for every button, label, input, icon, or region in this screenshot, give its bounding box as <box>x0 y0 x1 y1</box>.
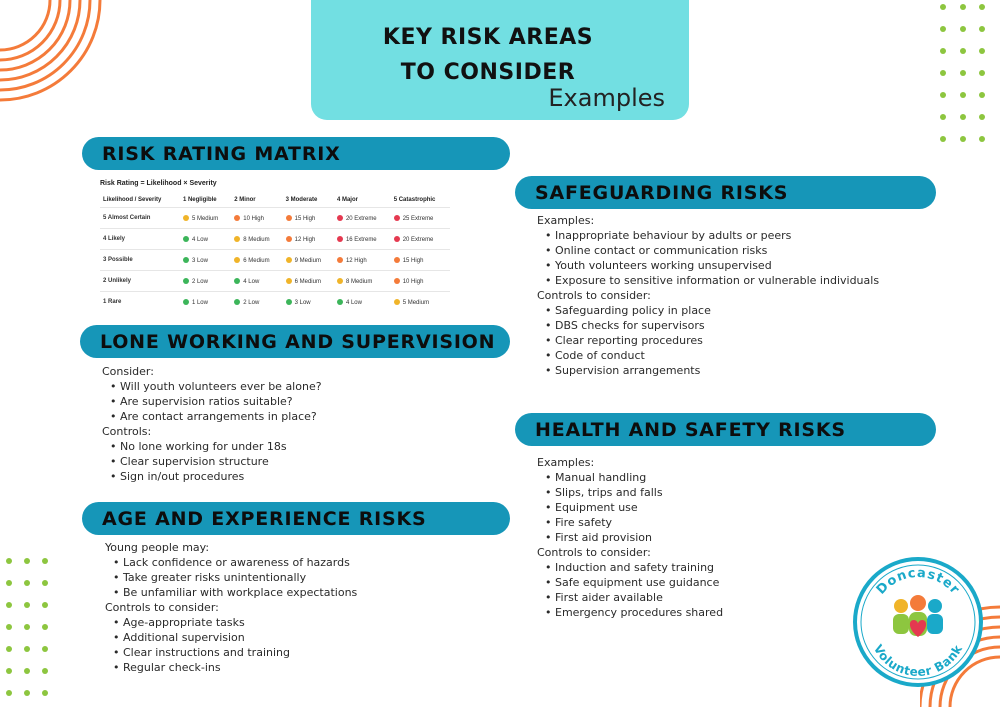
matrix-cell <box>180 271 231 292</box>
matrix-cell <box>231 208 282 229</box>
risk-level-dot-icon <box>394 215 400 221</box>
list-item: • Are contact arrangements in place? <box>120 409 322 424</box>
list-item: • First aid provision <box>555 530 723 545</box>
safeguarding-heading: SAFEGUARDING RISKS <box>535 181 789 204</box>
matrix-cell-value: 15 High <box>294 215 316 222</box>
list-item: • Equipment use <box>555 500 723 515</box>
decorative-dot <box>979 92 985 98</box>
matrix-cell-value: 4 Low <box>345 299 362 306</box>
list-item: • Safe equipment use guidance <box>555 575 723 590</box>
decorative-dot <box>42 602 48 608</box>
matrix-cell-value: 16 Extreme <box>345 236 377 243</box>
risk-level-dot-icon <box>337 236 343 242</box>
list-item: • Slips, trips and falls <box>555 485 723 500</box>
risk-level-dot-icon <box>286 278 292 284</box>
list-item: • Emergency procedures shared <box>555 605 723 620</box>
list-item: • Lack confidence or awareness of hazards <box>123 555 357 570</box>
matrix-cell <box>334 271 391 292</box>
matrix-cell-value: 2 Low <box>191 278 208 285</box>
decorative-dot <box>960 70 966 76</box>
matrix-cell-value: 1 Low <box>191 299 208 306</box>
risk-level-dot-icon <box>234 236 240 242</box>
list-item: • Be unfamiliar with workplace expectations <box>123 585 357 600</box>
examples-label: Examples: <box>537 456 595 469</box>
list-item: • Clear supervision structure <box>120 454 322 469</box>
health-safety-heading: HEALTH AND SAFETY RISKS <box>535 418 846 441</box>
examples-list <box>537 228 879 288</box>
lone-working-content <box>102 364 322 484</box>
controls-label: Controls: <box>102 425 152 438</box>
list-item: • No lone working for under 18s <box>120 439 322 454</box>
list-item: • Online contact or communication risks <box>555 243 879 258</box>
decorative-dot <box>960 136 966 142</box>
decorative-dot <box>24 646 30 652</box>
health-safety-banner <box>515 413 936 446</box>
matrix-cell <box>391 292 450 313</box>
risk-level-dot-icon <box>183 215 189 221</box>
age-experience-heading: AGE AND EXPERIENCE RISKS <box>102 507 427 530</box>
matrix-cell-value: 8 Medium <box>345 278 373 285</box>
matrix-cell <box>334 208 391 229</box>
examples-label: Examples: <box>537 214 595 227</box>
matrix-cell <box>283 292 334 313</box>
matrix-cell-value: 6 Medium <box>243 257 270 264</box>
matrix-cell <box>391 208 450 229</box>
controls-label: Controls to consider: <box>537 289 651 302</box>
matrix-row-label: 5 Almost Certain <box>100 208 180 229</box>
decorative-dot <box>6 624 12 630</box>
list-item: • Sign in/out procedures <box>120 469 322 484</box>
controls-label: Controls to consider: <box>537 546 651 559</box>
age-experience-content <box>105 540 357 675</box>
matrix-cell <box>231 229 282 250</box>
decorative-dot <box>979 26 985 32</box>
title-subtitle: Examples <box>548 84 665 112</box>
decorative-dot <box>24 558 30 564</box>
decorative-dot <box>960 92 966 98</box>
matrix-cell-value: 2 Low <box>243 299 260 306</box>
consider-list <box>102 379 322 424</box>
matrix-cell-value: 25 Extreme <box>402 215 434 222</box>
logo-bottom-text: Volunteer Bank <box>870 642 966 680</box>
matrix-cell-value: 20 Extreme <box>345 215 377 222</box>
risk-matrix-table <box>100 193 450 313</box>
matrix-row <box>100 229 450 250</box>
people-icon <box>893 595 943 637</box>
decorative-dot <box>24 668 30 674</box>
decorative-dot <box>979 48 985 54</box>
decorative-dot <box>6 690 12 696</box>
matrix-cell <box>334 250 391 271</box>
decorative-dot <box>24 580 30 586</box>
list-item: • DBS checks for supervisors <box>555 318 879 333</box>
matrix-row <box>100 292 450 313</box>
list-item: • First aider available <box>555 590 723 605</box>
matrix-column-header: 3 Moderate <box>285 197 318 203</box>
matrix-cell-value: 3 Low <box>294 299 311 306</box>
matrix-cell <box>283 229 334 250</box>
matrix-cell-value: 4 Low <box>243 278 260 285</box>
list-item: • Fire safety <box>555 515 723 530</box>
list-item: • Exposure to sensitive information or vulnerable individuals <box>555 273 879 288</box>
list-item: • Age-appropriate tasks <box>123 615 357 630</box>
matrix-column-header: 5 Catastrophic <box>393 197 436 203</box>
risk-level-dot-icon <box>337 299 343 305</box>
decorative-dot <box>6 558 12 564</box>
matrix-row <box>100 250 450 271</box>
decorative-dot <box>940 114 946 120</box>
list-item: • Regular check-ins <box>123 660 357 675</box>
decorative-dot <box>940 26 946 32</box>
controls-list <box>105 615 357 675</box>
matrix-cell <box>180 208 231 229</box>
matrix-cell <box>231 292 282 313</box>
matrix-cell-value: 20 Extreme <box>402 236 434 243</box>
risk-matrix <box>100 180 450 313</box>
decorative-dot <box>42 668 48 674</box>
decorative-dot <box>6 602 12 608</box>
risk-level-dot-icon <box>337 215 343 221</box>
decorative-dot <box>940 136 946 142</box>
list-item: • Clear instructions and training <box>123 645 357 660</box>
matrix-cell <box>283 208 334 229</box>
matrix-row-label: 4 Likely <box>100 229 180 250</box>
risk-level-dot-icon <box>286 215 292 221</box>
risk-level-dot-icon <box>394 257 400 263</box>
consider-label: Consider: <box>102 365 154 378</box>
decorative-dot <box>940 4 946 10</box>
lone-working-heading: LONE WORKING AND SUPERVISION <box>100 330 496 353</box>
list-item: • Safeguarding policy in place <box>555 303 879 318</box>
list-item: • Clear reporting procedures <box>555 333 879 348</box>
matrix-column-header: 2 Minor <box>234 197 256 203</box>
decorative-dots-top-right <box>940 4 1000 144</box>
matrix-cell <box>334 292 391 313</box>
decorative-dot <box>979 136 985 142</box>
matrix-cell-value: 15 High <box>402 257 424 264</box>
risk-level-dot-icon <box>337 278 343 284</box>
risk-level-dot-icon <box>183 299 189 305</box>
decorative-dot <box>42 624 48 630</box>
age-experience-banner <box>82 502 510 535</box>
matrix-cell <box>180 250 231 271</box>
decorative-dot <box>24 690 30 696</box>
risk-level-dot-icon <box>286 257 292 263</box>
matrix-cell-value: 12 High <box>345 257 367 264</box>
health-safety-content <box>537 455 723 620</box>
decorative-dot <box>6 646 12 652</box>
risk-level-dot-icon <box>394 278 400 284</box>
matrix-column-header: 4 Major <box>336 197 358 203</box>
risk-level-dot-icon <box>234 299 240 305</box>
risk-level-dot-icon <box>183 278 189 284</box>
risk-level-dot-icon <box>394 299 400 305</box>
matrix-cell <box>283 271 334 292</box>
matrix-cell <box>334 229 391 250</box>
matrix-cell <box>391 229 450 250</box>
risk-level-dot-icon <box>286 236 292 242</box>
controls-list <box>537 303 879 378</box>
matrix-cell-value: 6 Medium <box>294 278 321 285</box>
intro-list <box>105 555 357 600</box>
matrix-cell <box>283 250 334 271</box>
matrix-cell-value: 10 High <box>402 278 424 285</box>
list-item: • Supervision arrangements <box>555 363 879 378</box>
decorative-dot <box>42 690 48 696</box>
risk-matrix-heading: RISK RATING MATRIX <box>102 142 341 165</box>
matrix-row <box>100 208 450 229</box>
matrix-cell-value: 3 Low <box>191 257 208 264</box>
list-item: • Youth volunteers working unsupervised <box>555 258 879 273</box>
matrix-cell-value: 5 Medium <box>191 215 219 222</box>
list-item: • Additional supervision <box>123 630 357 645</box>
risk-level-dot-icon <box>286 299 292 305</box>
decorative-dot <box>940 70 946 76</box>
safeguarding-banner <box>515 176 936 209</box>
decorative-dot <box>979 4 985 10</box>
matrix-cell <box>180 229 231 250</box>
matrix-cell <box>231 250 282 271</box>
matrix-row-label: 2 Unlikely <box>100 271 180 292</box>
matrix-row-label: 3 Possible <box>100 250 180 271</box>
decorative-dot <box>42 580 48 586</box>
risk-level-dot-icon <box>183 236 189 242</box>
title-line-2: TO CONSIDER <box>400 60 576 85</box>
list-item: • Inappropriate behaviour by adults or peers <box>555 228 879 243</box>
matrix-cell <box>180 292 231 313</box>
risk-level-dot-icon <box>234 278 240 284</box>
intro-label: Young people may: <box>105 541 210 554</box>
decorative-dot <box>24 602 30 608</box>
risk-level-dot-icon <box>234 215 240 221</box>
controls-list <box>102 439 322 484</box>
matrix-cell <box>391 250 450 271</box>
list-item: • Manual handling <box>555 470 723 485</box>
decorative-dot <box>960 114 966 120</box>
matrix-cell-value: 9 Medium <box>294 257 321 264</box>
examples-list <box>537 470 723 545</box>
matrix-row <box>100 271 450 292</box>
matrix-cell-value: 10 High <box>243 215 264 222</box>
list-item: • Induction and safety training <box>555 560 723 575</box>
list-item: • Take greater risks unintentionally <box>123 570 357 585</box>
list-item: • Are supervision ratios suitable? <box>120 394 322 409</box>
matrix-cell <box>231 271 282 292</box>
matrix-cell <box>391 271 450 292</box>
matrix-cell-value: 4 Low <box>191 236 208 243</box>
decorative-dot <box>979 70 985 76</box>
list-item: • Will youth volunteers ever be alone? <box>120 379 322 394</box>
title-line-1: KEY RISK AREAS <box>382 25 594 50</box>
doncaster-volunteer-bank-logo <box>853 557 983 687</box>
decorative-dot <box>6 580 12 586</box>
risk-matrix-caption: Risk Rating = Likelihood × Severity <box>100 180 217 187</box>
decorative-arcs-top-left <box>0 0 110 110</box>
decorative-dot <box>940 92 946 98</box>
matrix-row-label: 1 Rare <box>100 292 180 313</box>
decorative-dot <box>42 558 48 564</box>
matrix-column-header: Likelihood / Severity <box>103 197 162 203</box>
risk-level-dot-icon <box>183 257 189 263</box>
decorative-dot <box>960 48 966 54</box>
decorative-dot <box>42 646 48 652</box>
safeguarding-content <box>537 213 879 378</box>
logo-top-text: Doncaster <box>873 565 963 598</box>
risk-level-dot-icon <box>234 257 240 263</box>
controls-label: Controls to consider: <box>105 601 219 614</box>
matrix-cell-value: 8 Medium <box>243 236 270 243</box>
title-box <box>311 0 689 120</box>
risk-level-dot-icon <box>394 236 400 242</box>
decorative-dots-bottom-left <box>6 558 66 698</box>
matrix-cell-value: 12 High <box>294 236 316 243</box>
controls-list <box>537 560 723 620</box>
decorative-dot <box>24 624 30 630</box>
decorative-dot <box>960 26 966 32</box>
decorative-dot <box>979 114 985 120</box>
matrix-column-header: 1 Negligible <box>182 197 217 203</box>
lone-working-banner <box>80 325 510 358</box>
decorative-dot <box>960 4 966 10</box>
list-item: • Code of conduct <box>555 348 879 363</box>
risk-level-dot-icon <box>337 257 343 263</box>
risk-matrix-banner <box>82 137 510 170</box>
decorative-dot <box>940 48 946 54</box>
matrix-cell-value: 5 Medium <box>402 299 430 306</box>
decorative-dot <box>6 668 12 674</box>
